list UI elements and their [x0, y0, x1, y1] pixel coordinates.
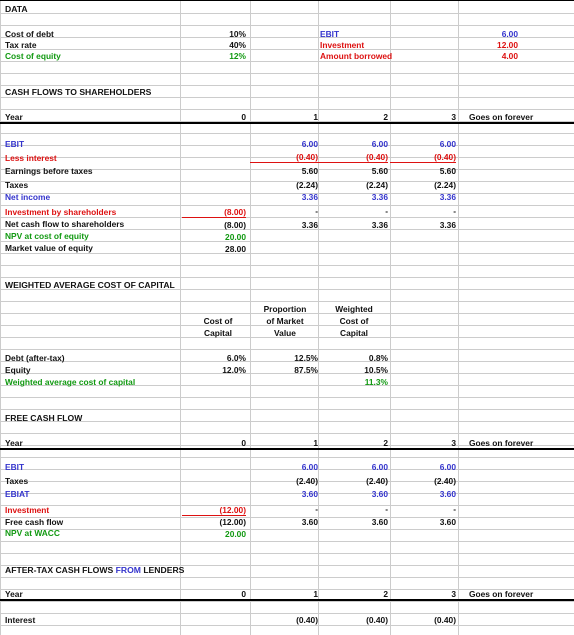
- sh-interest-y3[interactable]: (0.40): [390, 152, 456, 163]
- sh-ebt-y2[interactable]: 5.60: [371, 166, 388, 176]
- wacc-debt-prop[interactable]: 12.5%: [294, 353, 318, 363]
- value-cost-of-equity[interactable]: 12%: [229, 51, 246, 61]
- lenders-year-3: 3: [451, 589, 456, 599]
- fcf-year-2: 2: [383, 438, 388, 448]
- lenders-interest-y1[interactable]: (0.40): [296, 615, 318, 625]
- wacc-label-equity: Equity: [5, 365, 31, 375]
- lenders-goes-on-forever: Goes on forever: [469, 589, 534, 599]
- wacc-col-cost-2: Capital: [204, 328, 232, 338]
- fcf-taxes-y3[interactable]: (2.40): [434, 476, 456, 486]
- sh-ncf-y2[interactable]: 3.36: [371, 220, 388, 230]
- fcf-ebit-y3[interactable]: 6.00: [439, 462, 456, 472]
- sh-ebit-y3[interactable]: 6.00: [439, 139, 456, 149]
- wacc-equity-prop[interactable]: 87.5%: [294, 365, 318, 375]
- fcf-year-3: 3: [451, 438, 456, 448]
- value-cost-of-debt[interactable]: 10%: [229, 29, 246, 39]
- lenders-year-2: 2: [383, 589, 388, 599]
- sh-taxes-y1[interactable]: (2.24): [296, 180, 318, 190]
- value-tax-rate[interactable]: 40%: [229, 40, 246, 50]
- label-tax-rate: Tax rate: [5, 40, 37, 50]
- sh-investment-y1[interactable]: -: [315, 206, 318, 216]
- section-title-data: DATA: [5, 4, 28, 14]
- wacc-total[interactable]: 11.3%: [364, 377, 388, 387]
- lenders-title-b: FROM: [115, 565, 141, 575]
- fcf-investment-y0[interactable]: (12.00): [182, 505, 246, 516]
- sh-taxes-y2[interactable]: (2.24): [366, 180, 388, 190]
- wacc-equity-cost[interactable]: 12.0%: [222, 365, 246, 375]
- wacc-col-weighted-1: Weighted: [335, 304, 373, 314]
- section-title-wacc: WEIGHTED AVERAGE COST OF CAPITAL: [5, 280, 175, 290]
- sh-label-ebt: Earnings before taxes: [5, 166, 93, 176]
- lenders-title-a: AFTER-TAX CASH FLOWS: [5, 565, 114, 575]
- wacc-col-cost-1: Cost of: [203, 316, 233, 326]
- year-0: 0: [241, 112, 246, 122]
- sh-taxes-y3[interactable]: (2.24): [434, 180, 456, 190]
- lenders-year-label: Year: [5, 589, 23, 599]
- fcf-npv-y0[interactable]: 20.00: [225, 529, 246, 539]
- fcf-ebit-y1[interactable]: 6.00: [301, 462, 318, 472]
- sh-ebit-y2[interactable]: 6.00: [371, 139, 388, 149]
- value-investment[interactable]: 12.00: [497, 40, 518, 50]
- label-amount-borrowed: Amount borrowed: [320, 51, 393, 61]
- lenders-year-0: 0: [241, 589, 246, 599]
- year-3: 3: [451, 112, 456, 122]
- year-label: Year: [5, 112, 23, 122]
- fcf-ebiat-y2[interactable]: 3.60: [371, 489, 388, 499]
- year-2: 2: [383, 112, 388, 122]
- fcf-ebiat-y3[interactable]: 3.60: [439, 489, 456, 499]
- sh-label-net-cash-flow: Net cash flow to shareholders: [5, 219, 125, 229]
- fcf-label-free-cash-flow: Free cash flow: [5, 517, 64, 527]
- section-title-lenders: [5, 565, 184, 575]
- year-1: 1: [313, 112, 318, 122]
- value-ebit[interactable]: 6.00: [501, 29, 518, 39]
- fcf-fcf-y0[interactable]: (12.00): [219, 517, 246, 527]
- fcf-taxes-y1[interactable]: (2.40): [296, 476, 318, 486]
- sh-ncf-y3[interactable]: 3.36: [439, 220, 456, 230]
- sh-interest-y2[interactable]: (0.40): [318, 152, 388, 163]
- fcf-taxes-y2[interactable]: (2.40): [366, 476, 388, 486]
- label-ebit: EBIT: [320, 29, 340, 39]
- fcf-label-investment: Investment: [5, 505, 50, 515]
- value-amount-borrowed[interactable]: 4.00: [501, 51, 518, 61]
- sh-label-taxes: Taxes: [5, 180, 29, 190]
- wacc-label-debt: Debt (after-tax): [5, 353, 65, 363]
- sh-investment-y2[interactable]: -: [385, 206, 388, 216]
- lenders-label-interest: Interest: [5, 615, 36, 625]
- sh-label-investment: Investment by shareholders: [5, 207, 117, 217]
- fcf-fcf-y3[interactable]: 3.60: [439, 517, 456, 527]
- lenders-interest-y2[interactable]: (0.40): [366, 615, 388, 625]
- lenders-interest-y3[interactable]: (0.40): [434, 615, 456, 625]
- sh-net-income-y1[interactable]: 3.36: [301, 192, 318, 202]
- fcf-year-label: Year: [5, 438, 23, 448]
- sh-investment-y3[interactable]: -: [453, 206, 456, 216]
- sh-label-market-value: Market value of equity: [5, 243, 93, 253]
- fcf-label-npv: NPV at WACC: [5, 528, 60, 538]
- sh-net-income-y3[interactable]: 3.36: [439, 192, 456, 202]
- wacc-debt-weighted[interactable]: 0.8%: [368, 353, 388, 363]
- sh-label-less-interest: Less interest: [5, 153, 57, 163]
- sh-ncf-y0[interactable]: (8.00): [224, 220, 246, 230]
- wacc-col-prop-2: of Market: [266, 316, 304, 326]
- fcf-label-ebiat: EBIAT: [5, 489, 30, 499]
- goes-on-forever: Goes on forever: [469, 112, 534, 122]
- sh-label-ebit: EBIT: [5, 139, 25, 149]
- label-cost-of-equity: Cost of equity: [5, 51, 61, 61]
- fcf-fcf-y1[interactable]: 3.60: [301, 517, 318, 527]
- section-title-shareholders: CASH FLOWS TO SHAREHOLDERS: [5, 87, 152, 97]
- fcf-investment-y2[interactable]: -: [385, 504, 388, 514]
- fcf-label-taxes: Taxes: [5, 476, 29, 486]
- fcf-label-ebit: EBIT: [5, 462, 25, 472]
- fcf-investment-y3[interactable]: -: [453, 504, 456, 514]
- fcf-year-1: 1: [313, 438, 318, 448]
- wacc-col-weighted-2: Cost of: [339, 316, 369, 326]
- fcf-investment-y1[interactable]: -: [315, 504, 318, 514]
- sh-label-npv: NPV at cost of equity: [5, 231, 89, 241]
- wacc-col-weighted-3: Capital: [340, 328, 368, 338]
- fcf-ebiat-y1[interactable]: 3.60: [301, 489, 318, 499]
- section-title-fcf: FREE CASH FLOW: [5, 413, 83, 423]
- sh-net-income-y2[interactable]: 3.36: [371, 192, 388, 202]
- sh-ebit-y1[interactable]: 6.00: [301, 139, 318, 149]
- sh-ebt-y1[interactable]: 5.60: [301, 166, 318, 176]
- sh-ncf-y1[interactable]: 3.36: [301, 220, 318, 230]
- sh-investment-y0[interactable]: (8.00): [182, 207, 246, 218]
- lenders-year-1: 1: [313, 589, 318, 599]
- fcf-year-0: 0: [241, 438, 246, 448]
- fcf-ebit-y2[interactable]: 6.00: [371, 462, 388, 472]
- fcf-fcf-y2[interactable]: 3.60: [371, 517, 388, 527]
- wacc-equity-weighted[interactable]: 10.5%: [364, 365, 388, 375]
- label-investment: Investment: [320, 40, 365, 50]
- sh-npv-y0[interactable]: 20.00: [225, 232, 246, 242]
- fcf-goes-on-forever: Goes on forever: [469, 438, 534, 448]
- lenders-title-c: LENDERS: [143, 565, 185, 575]
- wacc-col-prop-3: Value: [274, 328, 296, 338]
- wacc-col-prop-1: Proportion: [263, 304, 307, 314]
- sh-ebt-y3[interactable]: 5.60: [439, 166, 456, 176]
- label-cost-of-debt: Cost of debt: [5, 29, 54, 39]
- sh-market-value-y0[interactable]: 28.00: [225, 244, 246, 254]
- wacc-label-wacc: Weighted average cost of capital: [5, 377, 136, 387]
- sh-interest-y1[interactable]: (0.40): [250, 152, 318, 163]
- wacc-debt-cost[interactable]: 6.0%: [226, 353, 246, 363]
- sh-label-net-income: Net income: [5, 192, 51, 202]
